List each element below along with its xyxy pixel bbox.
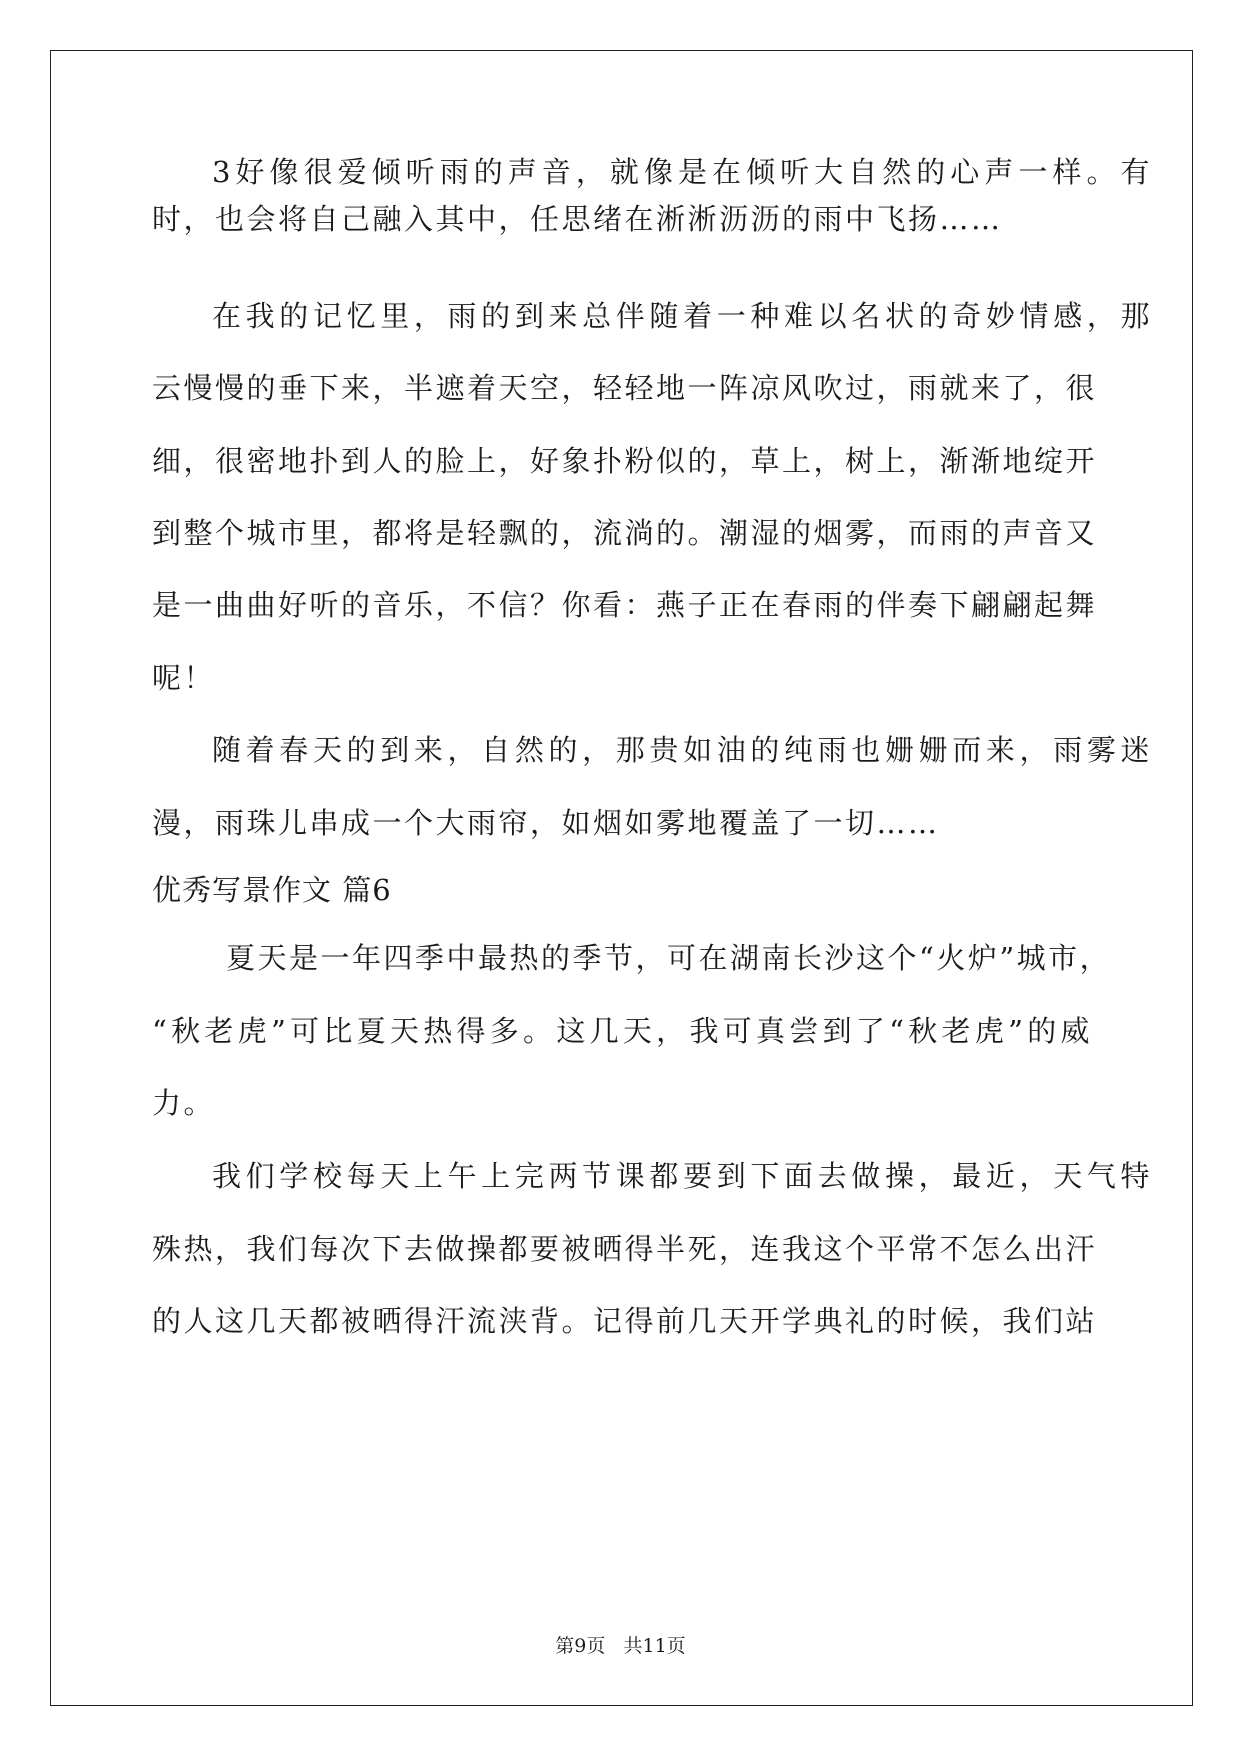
text-line: 漫，雨珠儿串成一个大雨帘，如烟如雾地覆盖了一切…… (152, 806, 940, 840)
text-line: “秋老虎”可比夏天热得多。这几天，我可真尝到了“秋老虎”的威 (152, 1014, 1092, 1048)
text-line: 殊热，我们每次下去做操都要被晒得半死，连我这个平常不怎么出汗 (152, 1232, 1098, 1266)
section-heading: 优秀写景作文 篇6 (152, 873, 392, 907)
text-line: 力。 (152, 1086, 216, 1120)
text-line: 时，也会将自己融入其中，任思绪在淅淅沥沥的雨中飞扬…… (152, 202, 1003, 236)
text-line: 夏天是一年四季中最热的季节，可在湖南长沙这个“火炉”城市， (226, 941, 1112, 975)
text-line: 在我的记忆里，雨的到来总伴随着一种难以名状的奇妙情感，那 (212, 299, 1152, 333)
text-line: 云慢慢的垂下来，半遮着天空，轻轻地一阵凉风吹过，雨就来了，很 (152, 371, 1098, 405)
page-number-footer: 第9页 共11页 (555, 1635, 686, 1657)
text-line: 的人这几天都被晒得汗流浃背。记得前几天开学典礼的时候，我们站 (152, 1304, 1098, 1338)
text-line: 是一曲曲好听的音乐，不信？你看：燕子正在春雨的伴奏下翩翩起舞 (152, 588, 1098, 622)
text-line: 随着春天的到来，自然的，那贵如油的纯雨也姗姗而来，雨雾迷 (212, 733, 1152, 767)
text-line: 我们学校每天上午上完两节课都要到下面去做操，最近，天气特 (212, 1159, 1152, 1193)
text-line: 到整个城市里，都将是轻飘的，流淌的。潮湿的烟雾，而雨的声音又 (152, 516, 1098, 550)
text-line: 细，很密地扑到人的脸上，好象扑粉似的，草上，树上，渐渐地绽开 (152, 444, 1098, 478)
text-line: 3好像很爱倾听雨的声音，就像是在倾听大自然的心声一样。有 (212, 155, 1152, 189)
text-line: 呢！ (152, 661, 216, 695)
